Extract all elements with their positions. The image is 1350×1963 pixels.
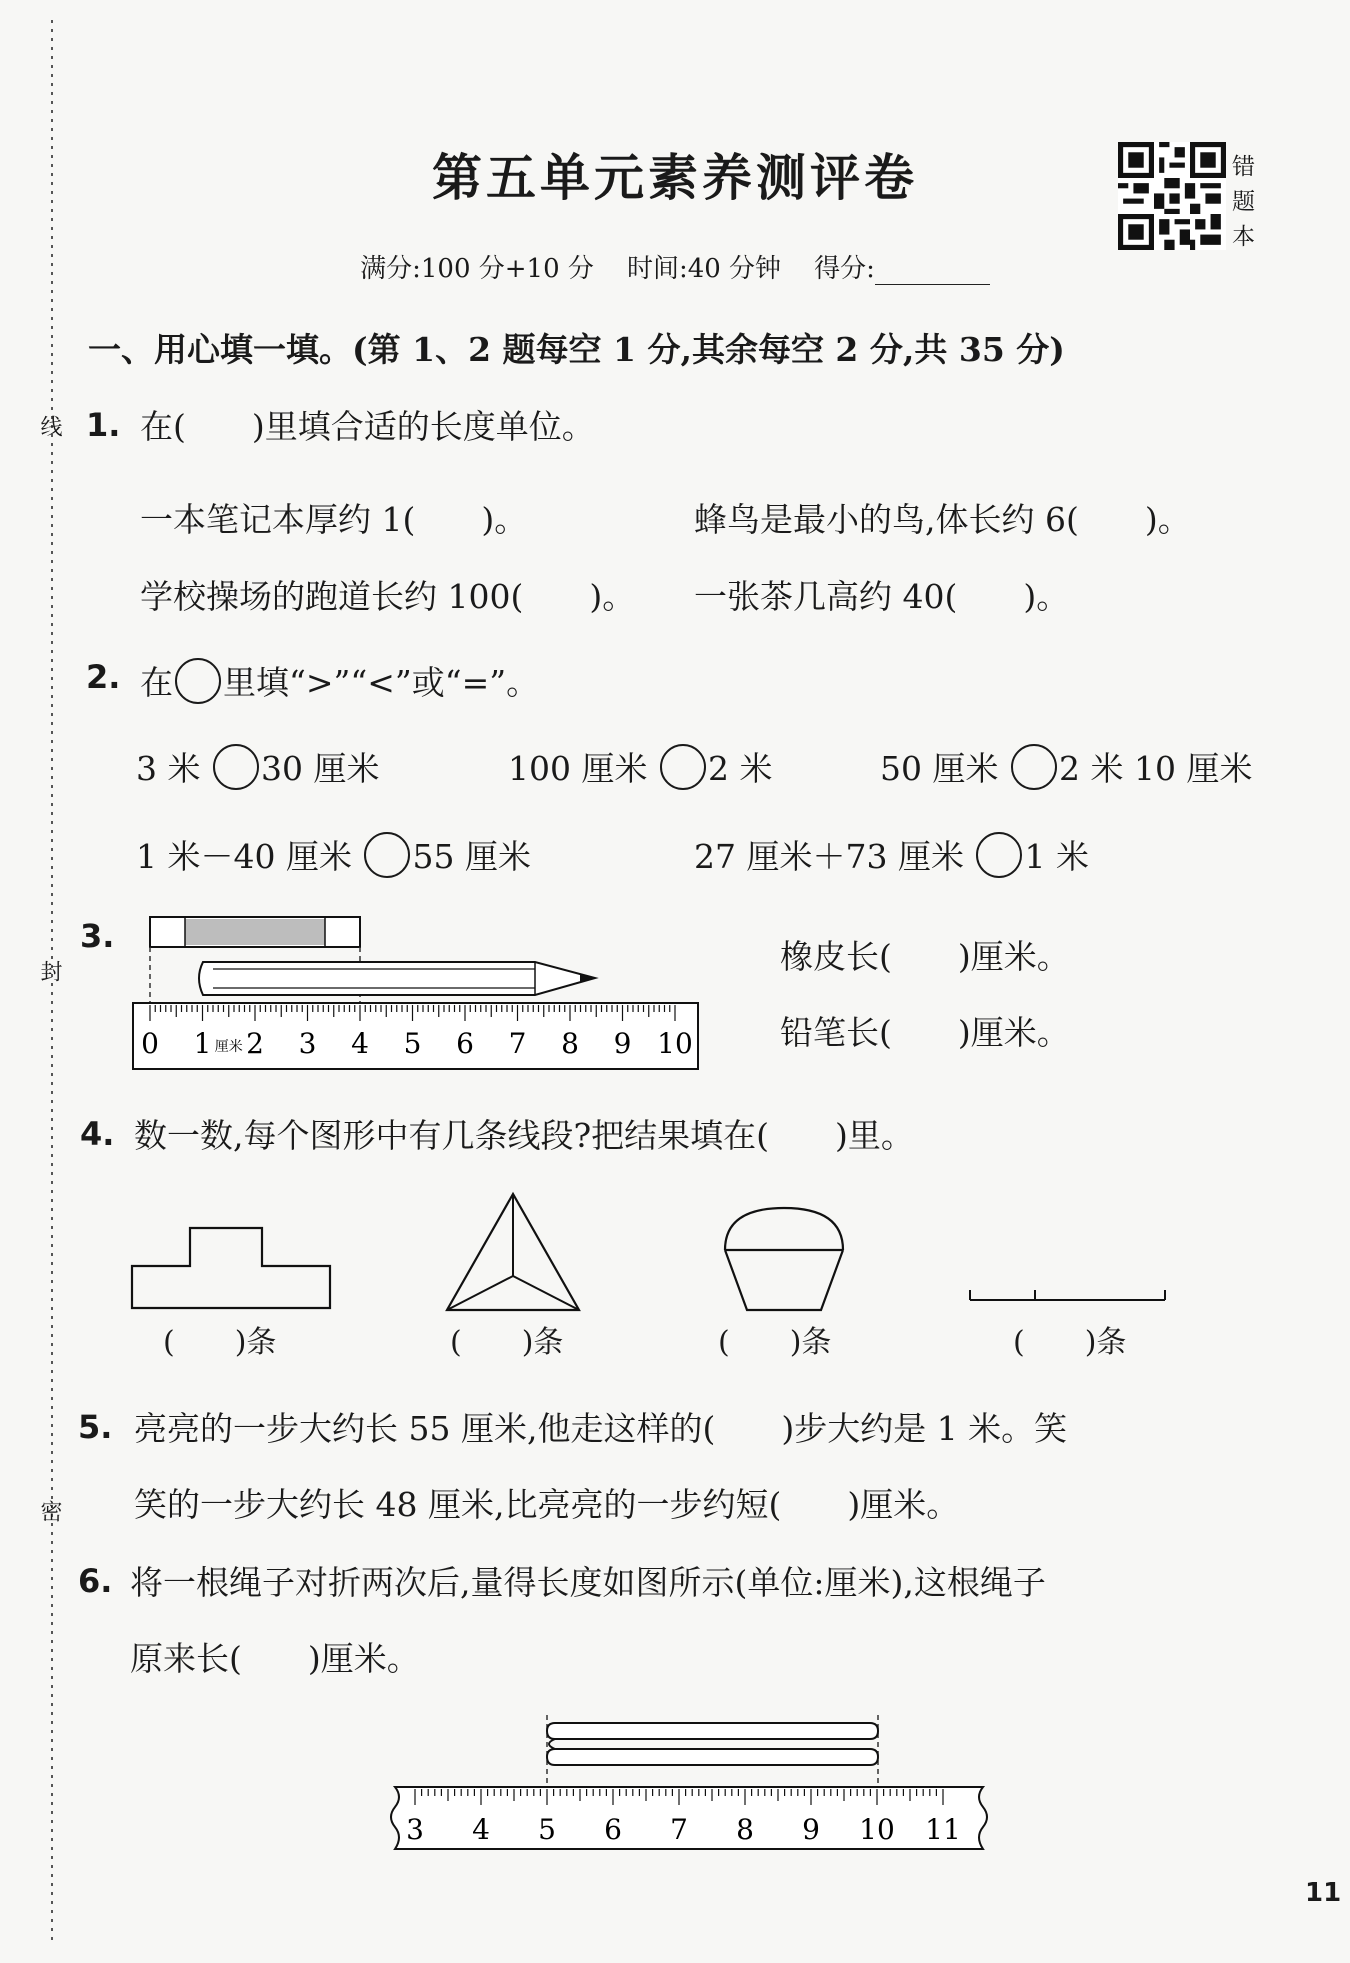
ruler-label: 0: [141, 1027, 159, 1060]
side-mark-seal: 封: [37, 960, 62, 982]
ruler-label: 10: [859, 1813, 895, 1846]
q5-line-2: 笑的一步大约长 48 厘米,比亮亮的一步约短( )厘米。: [134, 1485, 960, 1524]
ruler-label: 11: [925, 1813, 961, 1846]
page-title: 第五单元素养测评卷: [432, 148, 918, 207]
full-score: 满分:100 分+10 分: [360, 254, 594, 284]
q2-item-2: 100 厘米 2 米: [508, 748, 772, 794]
q2-item-5: 27 厘米＋73 厘米 1 米: [694, 836, 1089, 882]
q6-number: 6.: [78, 1562, 113, 1600]
q2-number: 2.: [86, 658, 121, 696]
ruler-label: 3: [406, 1813, 424, 1846]
q2-item-4: 1 米－40 厘米 55 厘米: [136, 836, 531, 882]
ruler-label: 6: [604, 1813, 622, 1846]
q4-answer-1: ( )条: [163, 1325, 277, 1360]
q4-number: 4.: [80, 1115, 115, 1153]
q3-pencil-question: 铅笔长( )厘米。: [780, 1013, 1070, 1052]
q6-line-1: 将一根绳子对折两次后,量得长度如图所示(单位:厘米),这根绳子: [130, 1563, 1046, 1602]
score-blank[interactable]: [875, 262, 990, 285]
ruler-label: 5: [403, 1027, 422, 1060]
q6-line-2: 原来长( )厘米。: [130, 1639, 420, 1678]
ruler-label: 8: [736, 1813, 754, 1846]
ruler-unit-label: 厘米: [214, 1039, 243, 1055]
q2-item-3: 50 厘米 2 米 10 厘米: [880, 748, 1252, 794]
q5-number: 5.: [78, 1408, 113, 1446]
qr-code-icon: [1118, 142, 1226, 250]
qr-label: 错 题 本: [1232, 154, 1255, 250]
section-heading: 一、用心填一填。(第 1、2 题每空 1 分,其余每空 2 分,共 35 分): [88, 330, 1065, 369]
ruler-label: 1: [193, 1027, 212, 1060]
side-mark-line: 线: [37, 415, 62, 437]
q1-item-4: 一张茶几高约 40( )。: [694, 577, 1070, 616]
q4-answer-4: ( )条: [1013, 1325, 1127, 1360]
answer-circle[interactable]: [660, 744, 706, 790]
ruler-label: 10: [657, 1027, 693, 1060]
q1-item-3: 学校操场的跑道长约 100( )。: [140, 577, 636, 616]
ruler-label: 2: [246, 1027, 264, 1060]
q4-answer-3: ( )条: [718, 1325, 832, 1360]
answer-circle[interactable]: [213, 744, 259, 790]
q2-prompt: 在 里填“>”“<”或“=”。: [140, 662, 539, 708]
ruler-label: 8: [561, 1027, 579, 1060]
q2-item-1: 3 米 30 厘米: [136, 748, 379, 794]
side-mark-secret: 密: [37, 1500, 62, 1522]
rope-ruler-figure: [385, 1705, 995, 1855]
answer-circle[interactable]: [364, 832, 410, 878]
answer-circle[interactable]: [976, 832, 1022, 878]
q3-eraser-question: 橡皮长( )厘米。: [780, 937, 1070, 976]
ruler-label: 3: [298, 1027, 317, 1060]
q1-prompt: 在( )里填合适的长度单位。: [140, 407, 595, 446]
ruler-label: 9: [613, 1027, 632, 1060]
answer-circle[interactable]: [1011, 744, 1057, 790]
ruler-label: 6: [456, 1027, 474, 1060]
ruler-label: 5: [538, 1813, 556, 1846]
exam-meta: [0, 248, 1350, 285]
page-number: 11: [1305, 1878, 1342, 1908]
q1-item-1: 一本笔记本厚约 1( )。: [140, 500, 528, 539]
ruler-label: 4: [351, 1027, 369, 1060]
q4-prompt: 数一数,每个图形中有几条线段?把结果填在( )里。: [134, 1116, 914, 1155]
time-limit: 时间:40 分钟: [626, 254, 782, 284]
q1-number: 1.: [86, 406, 121, 444]
q4-shapes-figure: [120, 1180, 1200, 1330]
q1-item-2: 蜂鸟是最小的鸟,体长约 6( )。: [694, 500, 1191, 539]
score-label: 得分:: [814, 254, 875, 284]
ruler-label: 4: [472, 1813, 490, 1846]
q3-number: 3.: [80, 917, 115, 955]
q5-line-1: 亮亮的一步大约长 55 厘米,他走这样的( )步大约是 1 米。笑: [134, 1409, 1068, 1448]
ruler-eraser-pencil-figure: [125, 905, 705, 1075]
compare-circle-icon: [175, 658, 221, 704]
q4-answer-2: ( )条: [450, 1325, 564, 1360]
ruler-label: 7: [508, 1027, 527, 1060]
ruler-label: 7: [670, 1813, 688, 1846]
ruler-label: 9: [802, 1813, 820, 1846]
